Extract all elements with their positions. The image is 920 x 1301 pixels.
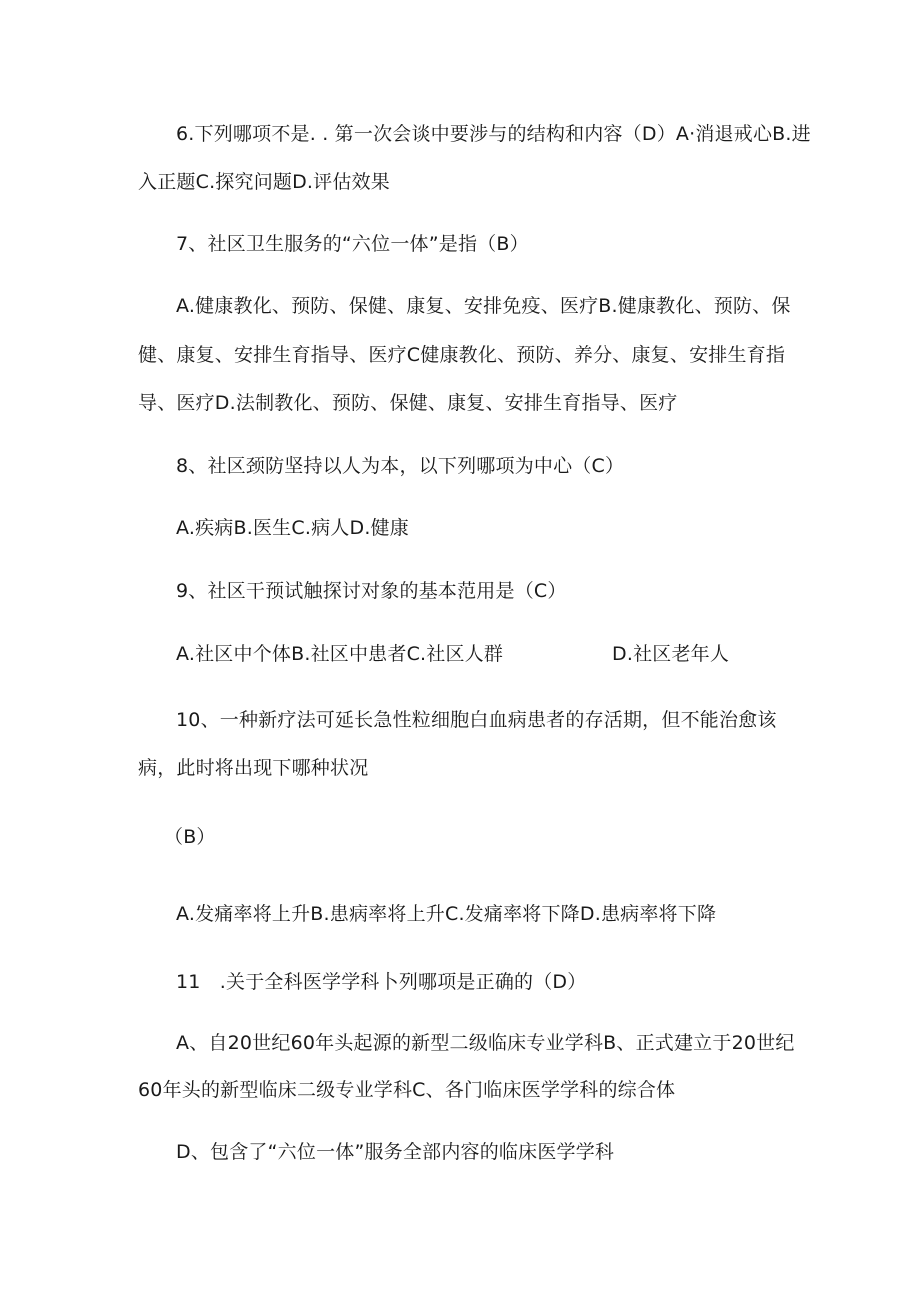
question-10-answer: （B） — [164, 826, 216, 848]
question-6-line-2: 入正题C.探究问题D.评估效果 — [138, 171, 390, 193]
question-7-options-line-3: 导、医疗D.法制教化、预防、保健、康复、安排生育指导、医疗 — [138, 392, 678, 414]
question-11-stem: 11 .关于全科医学学科卜列哪项是正确的（D） — [176, 971, 587, 993]
question-9-options-right: D.社区老年人 — [612, 643, 730, 665]
question-8-options: A.疾病B.医生C.病人D.健康 — [176, 517, 409, 539]
question-8-stem: 8、社区颈防坚持以人为本，以下列哪项为中心（C） — [176, 455, 625, 477]
question-9-stem: 9、社区干预试触探讨对象的基本范用是（C） — [176, 580, 567, 602]
question-7-options-line-2: 健、康复、安排生育指导、医疗C健康教化、预防、养分、康复、安排生育指 — [138, 344, 786, 366]
question-10-stem-line-2: 病，此时将出现下哪种状况 — [138, 757, 369, 779]
question-6-line-1: 6.下列哪项不是. . 第一次会谈中要涉与的结构和内容（D）A·消退戒心B.进 — [176, 123, 811, 145]
question-11-option-d: D、包含了“六位一体”服务全部内容的临床医学学科 — [176, 1141, 615, 1163]
question-11-options-line-1: A、自20世纪60年头起源的新型二级临床专业学科B、正式建立于20世纪 — [176, 1032, 795, 1054]
question-7-options-line-1: A.健康教化、预防、保健、康复、安排免疫、医疗B.健康教化、预防、保 — [176, 295, 791, 317]
question-11-options-line-2: 60年头的新型临床二级专业学科C、各门临床医学学科的综合体 — [138, 1079, 676, 1101]
question-7-stem: 7、社区卫生服务的“六位一体”是指（B） — [176, 233, 529, 255]
question-10-options: A.发痛率将上升B.患病率将上升C.发痛率将下降D.患病率将下降 — [176, 903, 717, 925]
question-9-options-left: A.社区中个体B.社区中患者C.社区人群 — [176, 643, 504, 665]
question-10-stem-line-1: 10、一种新疗法可延长急性粒细胞白血病患者的存活期，但不能治愈该 — [176, 709, 777, 731]
